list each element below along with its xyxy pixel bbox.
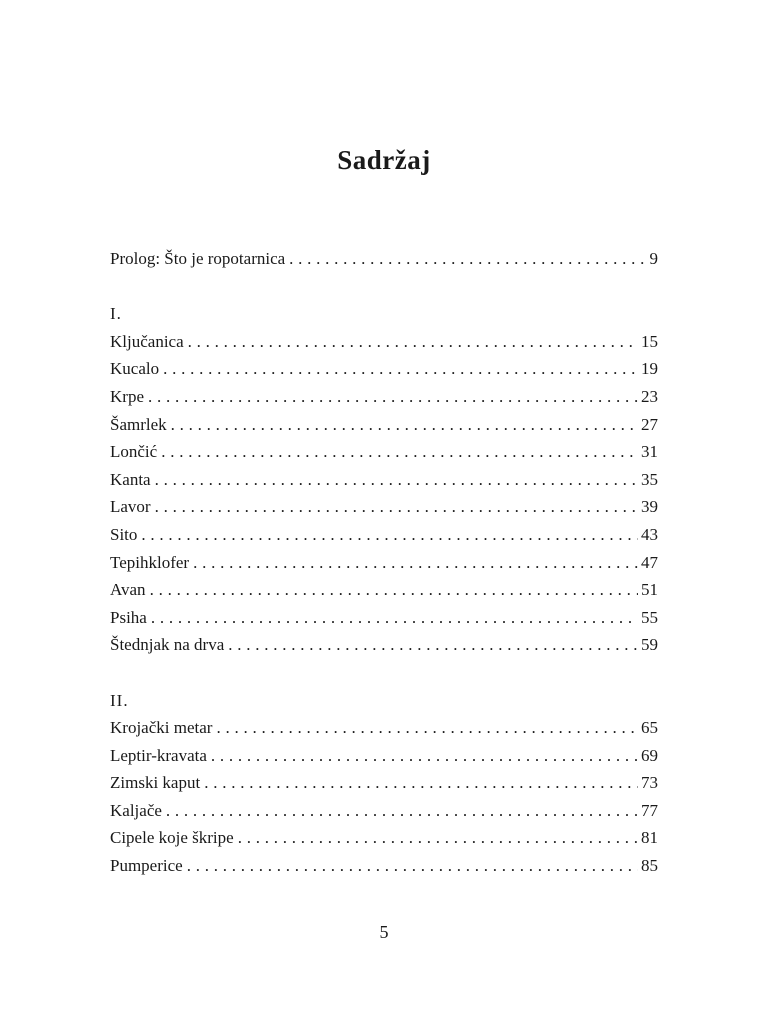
page-title: Sadržaj [337, 145, 431, 175]
spacer [110, 659, 658, 687]
dot-leader [187, 852, 638, 880]
toc-entry-label: Prolog: Što je ropotarnica [110, 249, 286, 268]
dot-leader [216, 714, 638, 742]
toc-entry [110, 604, 658, 632]
toc-entry-page: 59 [641, 635, 658, 655]
page-number: 5 [379, 922, 389, 942]
toc-entry-label: Pumperice [110, 856, 183, 876]
toc-entry-label: Avan [110, 580, 146, 600]
toc-entry-label: Lončić [110, 442, 158, 462]
dot-leader [204, 769, 638, 797]
toc-entry-page: 43 [641, 524, 658, 544]
toc-entry-label: Šamrlek [110, 414, 167, 434]
toc-entry [110, 549, 658, 577]
toc-entry-label: Zimski kaput [110, 773, 201, 793]
toc-entry [110, 521, 658, 549]
dot-leader [141, 521, 638, 549]
dot-leader [238, 824, 638, 852]
toc-entry-page: 55 [641, 607, 658, 627]
toc-entry [110, 797, 658, 825]
toc-entry-page: 77 [641, 800, 658, 820]
toc-entry-page: 23 [641, 386, 658, 406]
toc-entry-label: Krpe [110, 386, 144, 406]
dot-leader [155, 466, 638, 494]
toc-entry [110, 411, 658, 439]
toc-entry [110, 769, 658, 797]
toc-entry-label: Kanta [110, 469, 151, 489]
toc-entry [110, 466, 658, 494]
toc-entry-page: 81 [641, 828, 658, 848]
toc-entry-label: Kaljače [110, 800, 162, 820]
toc-entry [110, 824, 658, 852]
toc-entry-page: 69 [641, 745, 658, 765]
toc-entry-page: 65 [641, 718, 658, 738]
toc-entry-label: Psiha [110, 607, 147, 627]
dot-leader [151, 604, 638, 632]
dot-leader [211, 742, 638, 770]
toc-entry [110, 576, 658, 604]
toc-entry [110, 355, 658, 383]
dot-leader [188, 328, 638, 356]
toc-entry [110, 438, 658, 466]
toc-entry-label: Sito [110, 524, 138, 544]
toc-entry-page: 15 [641, 331, 658, 351]
toc-entry-label: Lavor [110, 497, 151, 517]
spacer [110, 273, 658, 301]
toc-entry [110, 383, 658, 411]
section-heading-2: II. [110, 690, 129, 710]
toc-entry [110, 714, 658, 742]
toc-entry-page: 27 [641, 414, 658, 434]
toc-entry [110, 852, 658, 880]
toc-entry-page: 51 [641, 580, 658, 600]
dot-leader [193, 549, 638, 577]
toc-entry-prolog [110, 245, 658, 273]
toc-entry [110, 742, 658, 770]
section-heading-1: I. [110, 304, 122, 324]
dot-leader [148, 383, 638, 411]
toc-entry-page: 85 [641, 856, 658, 876]
toc-entry [110, 328, 658, 356]
toc-entry-page: 31 [641, 442, 658, 462]
toc-entry-page: 35 [641, 469, 658, 489]
toc-entry-label: Štednjak na drva [110, 635, 225, 655]
toc-entry-label: Leptir-kravata [110, 745, 207, 765]
toc-entry-label: Krojački metar [110, 718, 213, 738]
toc-entry-page: 19 [641, 359, 658, 379]
table-of-contents [110, 245, 658, 880]
dot-leader [289, 245, 646, 273]
dot-leader [163, 355, 638, 383]
toc-entry [110, 493, 658, 521]
toc-entry-page: 39 [641, 497, 658, 517]
toc-entry-label: Kucalo [110, 359, 160, 379]
toc-entry-label: Tepihklofer [110, 552, 190, 572]
dot-leader [155, 493, 638, 521]
toc-entry-label: Cipele koje škripe [110, 828, 234, 848]
dot-leader [228, 631, 638, 659]
toc-entry-page: 9 [649, 249, 658, 268]
toc-entry-page: 47 [641, 552, 658, 572]
dot-leader [171, 411, 638, 439]
toc-entry [110, 631, 658, 659]
dot-leader [161, 438, 638, 466]
toc-entry-page: 73 [641, 773, 658, 793]
dot-leader [166, 797, 638, 825]
toc-entry-label: Ključanica [110, 331, 184, 351]
dot-leader [150, 576, 638, 604]
